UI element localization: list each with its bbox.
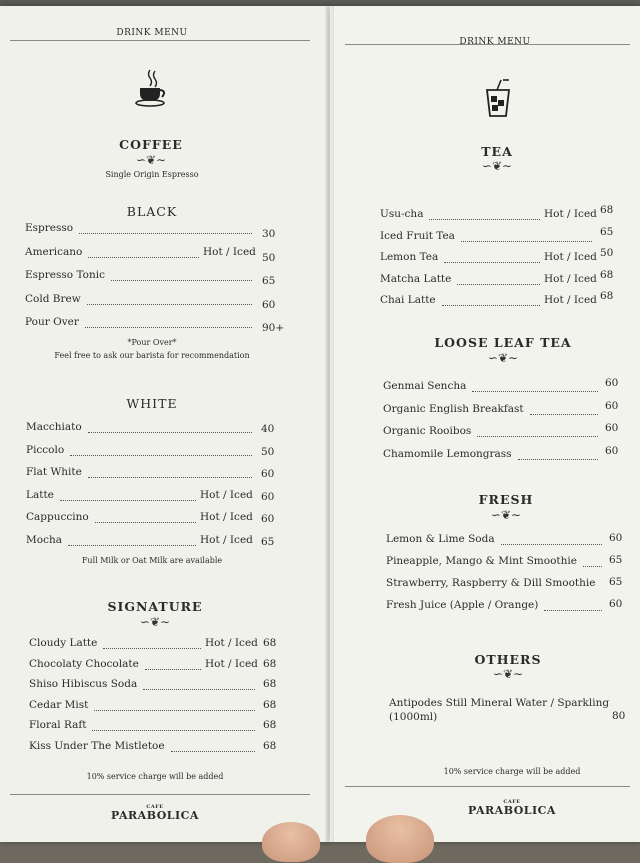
menu-item-price: 50 xyxy=(262,251,276,264)
dot-leader xyxy=(472,391,598,392)
water-item-line2: (1000ml) xyxy=(389,711,438,723)
menu-item-price: 65 xyxy=(609,554,623,566)
dot-leader xyxy=(457,284,540,285)
menu-item-option: Hot / Iced xyxy=(205,637,258,649)
black-title: BLACK xyxy=(126,204,178,219)
menu-item-price: 60 xyxy=(261,513,275,525)
menu-item-name: Latte xyxy=(26,488,54,501)
flourish: ∽❦∼ xyxy=(481,159,513,173)
menu-item-price: 90+ xyxy=(262,322,285,334)
dot-leader xyxy=(171,751,255,752)
dot-leader xyxy=(461,241,592,242)
menu-item-price: 60 xyxy=(605,399,619,412)
dot-leader xyxy=(518,459,598,460)
dot-leader xyxy=(88,432,252,433)
menu-item-price: 68 xyxy=(263,678,277,690)
menu-item-option: Hot / Iced xyxy=(200,488,253,501)
left-header: DRINK MENU xyxy=(116,28,188,38)
menu-item-name: Mocha xyxy=(26,533,62,546)
coffee-subtitle: Single Origin Espresso xyxy=(105,170,199,179)
menu-item-name: Cloudy Latte xyxy=(29,637,98,649)
menu-item-price: 60 xyxy=(262,298,276,311)
menu-item-price: 65 xyxy=(261,535,275,548)
menu-item-price: 60 xyxy=(261,490,275,503)
signature-title: SIGNATURE xyxy=(107,599,203,614)
menu-item-price: 68 xyxy=(263,698,277,711)
left-footer-rule xyxy=(10,794,310,795)
dot-leader xyxy=(95,522,196,523)
left-thumb xyxy=(262,822,320,862)
dot-leader xyxy=(442,305,540,306)
dot-leader xyxy=(85,327,252,328)
fresh-title: FRESH xyxy=(478,492,534,507)
dot-leader xyxy=(92,730,255,731)
pour-over-note: *Pour Over* xyxy=(127,338,177,347)
menu-item-option: Hot / Iced xyxy=(544,272,597,285)
menu-item-price: 68 xyxy=(263,739,277,752)
menu-item-name: Espresso Tonic xyxy=(25,269,105,281)
menu-item-name: Matcha Latte xyxy=(380,272,452,285)
menu-item-price: 60 xyxy=(261,468,275,480)
menu-item-name: Lemon & Lime Soda xyxy=(386,533,495,545)
left-logo: CAFE PARABOLICA xyxy=(111,804,199,822)
barista-note: Feel free to ask our barista for recommendation xyxy=(54,351,250,360)
menu-item-price: 60 xyxy=(605,377,619,389)
left-header-rule xyxy=(10,40,310,41)
menu-item-option: Hot / Iced xyxy=(544,294,597,306)
menu-item-name: Cedar Mist xyxy=(29,698,89,711)
dot-leader xyxy=(68,545,196,546)
menu-item-name: Lemon Tea xyxy=(380,251,439,263)
menu-item-name: Usu-cha xyxy=(380,208,424,220)
menu-item-option: Hot / Iced xyxy=(544,251,597,263)
menu-item-option: Hot / Iced xyxy=(200,533,253,546)
menu-item-price: 60 xyxy=(609,532,623,544)
menu-item-option: Hot / Iced xyxy=(544,208,597,220)
dot-leader xyxy=(501,544,602,545)
menu-item-option: Hot / Iced xyxy=(203,245,256,258)
coffee-title: COFFEE xyxy=(119,137,183,152)
right-footer-rule xyxy=(345,786,630,787)
right-logo: CAFE PARABOLICA xyxy=(468,799,556,817)
menu-item-name: Pour Over xyxy=(25,316,79,328)
right-header: DRINK MENU xyxy=(459,37,531,47)
menu-item-name: Piccolo xyxy=(26,443,65,456)
right-service-note: 10% service charge will be added xyxy=(443,767,581,776)
milk-note: Full Milk or Oat Milk are available xyxy=(81,556,223,565)
flourish: ∽❦∼ xyxy=(135,153,167,167)
menu-item-price: 68 xyxy=(263,719,277,731)
menu-item-price: 50 xyxy=(261,445,275,458)
dot-leader xyxy=(87,304,252,305)
others-title: OTHERS xyxy=(474,652,542,667)
menu-item-name: Americano xyxy=(25,245,83,258)
white-title: WHITE xyxy=(126,396,178,411)
dot-leader xyxy=(477,436,598,437)
left-service-note: 10% service charge will be added xyxy=(86,772,224,781)
loose-leaf-title: LOOSE LEAF TEA xyxy=(434,335,572,350)
menu-item-name: Strawberry, Raspberry & Dill Smoothie xyxy=(386,577,596,589)
flourish: ∽❦∼ xyxy=(487,351,519,365)
page-fold xyxy=(326,6,334,842)
menu-item-name: Shiso Hibiscus Soda xyxy=(29,678,138,690)
menu-item-price: 60 xyxy=(609,598,623,610)
menu-item-price: 65 xyxy=(262,275,276,287)
menu-item-price: 40 xyxy=(261,423,275,435)
menu-item-price: 60 xyxy=(605,422,619,434)
menu-item-price: 65 xyxy=(609,576,623,588)
menu-item-price: 68 xyxy=(263,637,277,649)
menu-item-name: Organic Rooibos xyxy=(383,425,472,437)
menu-item-price: 68 xyxy=(600,268,614,281)
menu-item-name: Cold Brew xyxy=(25,292,81,305)
menu-item-name: Macchiato xyxy=(26,421,82,433)
menu-item-option: Hot / Iced xyxy=(200,511,253,523)
menu-item-name: Cappuccino xyxy=(26,511,89,523)
menu-item-price: 65 xyxy=(600,225,614,238)
menu-item-name: Pineapple, Mango & Mint Smoothie xyxy=(386,555,577,567)
dot-leader xyxy=(88,477,252,478)
dot-leader xyxy=(60,500,196,501)
menu-item-name: Flat White xyxy=(26,466,82,478)
flourish: ∽❦∼ xyxy=(492,667,524,681)
dot-leader xyxy=(145,669,201,670)
water-price: 80 xyxy=(612,710,626,722)
dot-leader xyxy=(79,233,252,234)
menu-item-name: Chamomile Lemongrass xyxy=(383,447,512,460)
menu-item-option: Hot / Iced xyxy=(205,657,258,670)
menu-item-name: Chai Latte xyxy=(380,294,436,306)
dot-leader xyxy=(94,710,255,711)
menu-page-right xyxy=(330,6,640,842)
menu-item-price: 68 xyxy=(600,204,614,216)
dot-leader xyxy=(583,566,602,567)
iced-drink-icon xyxy=(483,78,513,120)
menu-item-name: Organic English Breakfast xyxy=(383,402,524,415)
dot-leader xyxy=(88,257,199,258)
menu-item-name: Iced Fruit Tea xyxy=(380,229,455,242)
dot-leader xyxy=(143,689,255,690)
menu-item-price: 68 xyxy=(263,657,277,670)
dot-leader xyxy=(103,648,201,649)
menu-item-price: 68 xyxy=(600,290,614,302)
tea-title: TEA xyxy=(481,144,513,159)
menu-item-name: Floral Raft xyxy=(29,719,87,731)
menu-item-name: Kiss Under The Mistletoe xyxy=(29,739,165,752)
menu-item-name: Chocolaty Chocolate xyxy=(29,657,139,670)
menu-item-name: Genmai Sencha xyxy=(383,380,467,392)
flourish: ∽❦∼ xyxy=(139,615,171,629)
menu-item-name: Fresh Juice (Apple / Orange) xyxy=(386,599,539,611)
dot-leader xyxy=(444,262,540,263)
dot-leader xyxy=(530,414,598,415)
flourish: ∽❦∼ xyxy=(490,508,522,522)
menu-item-price: 50 xyxy=(600,247,614,259)
dot-leader xyxy=(429,219,540,220)
menu-item-name: Espresso xyxy=(25,222,74,234)
right-thumb xyxy=(366,815,434,863)
dot-leader xyxy=(70,455,252,456)
menu-item-price: 30 xyxy=(262,228,276,240)
dot-leader xyxy=(111,280,252,281)
dot-leader xyxy=(544,610,602,611)
menu-item-price: 60 xyxy=(605,444,619,457)
coffee-cup-icon xyxy=(134,68,170,108)
water-item-line1: Antipodes Still Mineral Water / Sparkling xyxy=(389,697,610,709)
